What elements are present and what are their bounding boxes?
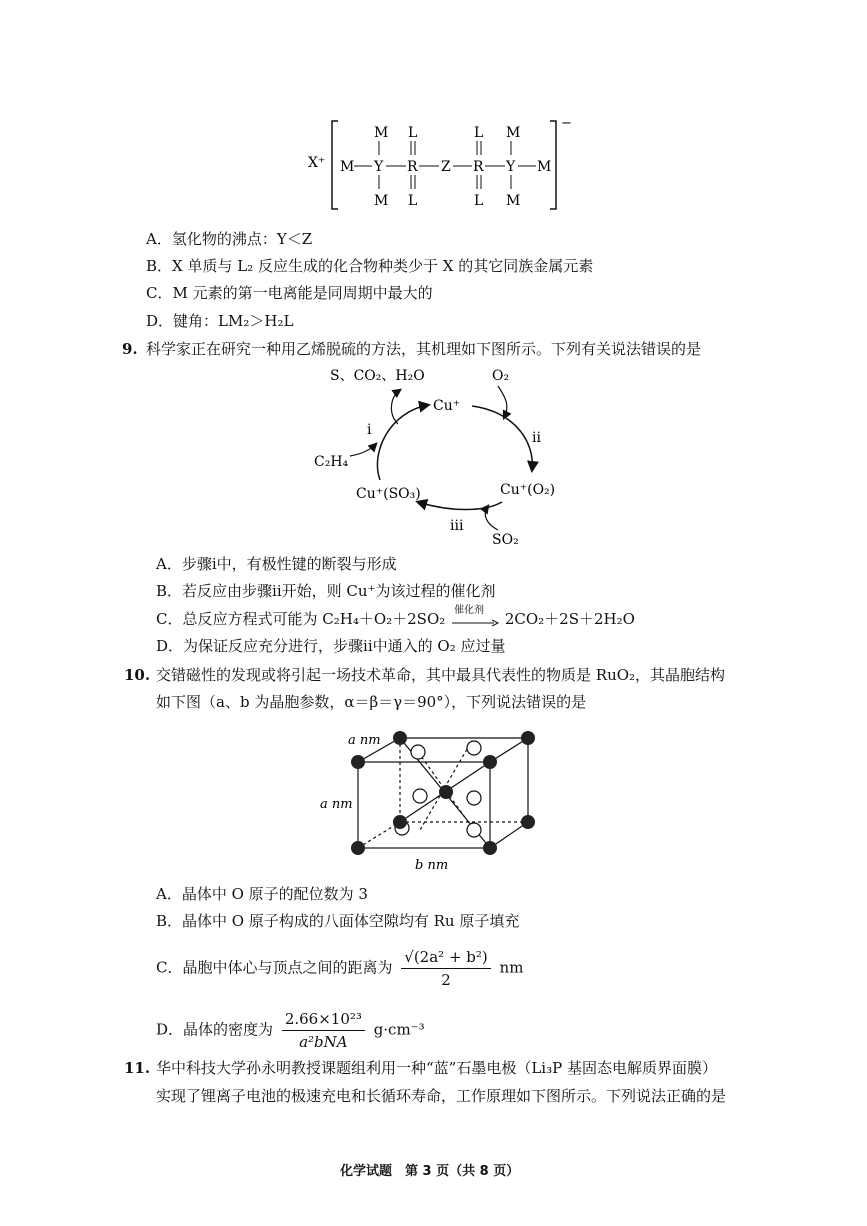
atom-m-bottom-right: M <box>506 193 521 209</box>
distance-numerator: √(2a² + b²) <box>401 946 490 969</box>
atom-y-left: Y <box>374 159 384 175</box>
catalyst-arrow <box>450 605 500 627</box>
atom-m-top-left: M <box>374 125 389 141</box>
catalyst-label: 催化剂 <box>454 605 485 616</box>
q8-option-c: C．M 元素的第一电离能是同周期中最大的 <box>146 284 433 302</box>
cu-so3-label: Cu⁺(SO₃) <box>356 486 421 502</box>
q10-option-c <box>156 946 523 991</box>
o-atom <box>467 741 481 755</box>
q10-option-d-text: D．晶体的密度为 <box>156 1020 274 1039</box>
q9-option-d: D．为保证反应充分进行，步骤ii中通入的 O₂ 应过量 <box>156 637 506 655</box>
atom-l-top-right: L <box>474 125 484 141</box>
so2-label: SO₂ <box>492 532 519 548</box>
x-plus-label: X⁺ <box>308 155 326 171</box>
q9-option-c-rhs: 2CO₂＋2S＋2H₂O <box>504 610 635 628</box>
q10-stem-line2: 如下图（a、b 为晶胞参数，α＝β＝γ＝90°），下列说法错误的是 <box>156 693 587 711</box>
label-a-top: a nm <box>348 733 381 748</box>
q9-option-c <box>156 605 635 629</box>
o-atom <box>467 791 481 805</box>
atom-r-left: R <box>407 159 418 175</box>
ru-atom <box>351 755 365 769</box>
ru-atom <box>521 731 535 745</box>
q10-number: 10. <box>124 666 151 684</box>
arc-iii <box>418 502 502 510</box>
q8-option-d: D．键角：LM₂＞H₂L <box>146 312 294 330</box>
arc-ii <box>472 406 532 470</box>
q9-option-c-lhs: C．总反应方程式可能为 C₂H₄＋O₂＋2SO₂ <box>156 610 446 628</box>
arrow-so2 <box>485 506 498 530</box>
q11-number: 11. <box>124 1059 151 1077</box>
step-i-label: i <box>367 422 372 438</box>
products-label: S、CO₂、H₂O <box>330 368 425 384</box>
q8-option-a: A．氢化物的沸点：Y＜Z <box>146 230 313 248</box>
density-denominator: a²bNA <box>299 1033 348 1051</box>
q10-option-d <box>156 1008 425 1053</box>
q10-option-c-text: C．晶胞中体心与顶点之间的距离为 <box>156 958 393 977</box>
q11-stem-line2: 实现了锂离子电池的极速充电和长循环寿命，工作原理如下图所示。下列说法正确的是 <box>156 1087 727 1105</box>
q9-option-a: A．步骤i中，有极性键的断裂与形成 <box>156 555 397 573</box>
page-footer: 化学试题 第 3 页（共 8 页） <box>340 1164 520 1179</box>
atom-l-top-left: L <box>408 125 418 141</box>
o-atom <box>411 745 425 759</box>
q9-number: 9. <box>122 340 138 358</box>
density-numerator: 2.66×10²³ <box>282 1008 365 1031</box>
ru-atom <box>483 755 497 769</box>
atom-m-top-right: M <box>506 125 521 141</box>
cu-label: Cu⁺ <box>433 398 461 414</box>
ru-atom-center <box>439 785 453 799</box>
step-ii-label: ii <box>532 430 541 446</box>
atom-z: Z <box>441 159 451 175</box>
label-a-left: a nm <box>320 797 353 812</box>
ruo2-unit-cell-diagram <box>310 722 550 872</box>
arrow-o2 <box>498 386 507 418</box>
q9-mechanism-diagram <box>300 362 570 552</box>
c2h4-label: C₂H₄ <box>314 454 349 470</box>
q10-option-a: A．晶体中 O 原子的配位数为 3 <box>156 885 368 903</box>
q8-option-b: B．X 单质与 L₂ 反应生成的化合物种类少于 X 的其它同族金属元素 <box>146 257 594 275</box>
charge-label: − <box>561 116 572 131</box>
cu-o2-label: Cu⁺(O₂) <box>500 482 556 498</box>
ru-atom <box>351 841 365 855</box>
q9-option-b: B．若反应由步骤ii开始，则 Cu⁺为该过程的催化剂 <box>156 582 496 600</box>
arrow-c2h4 <box>350 444 376 456</box>
density-unit: g·cm⁻³ <box>373 1020 425 1039</box>
q10-option-b: B．晶体中 O 原子构成的八面体空隙均有 Ru 原子填充 <box>156 912 520 930</box>
atom-m-bottom-left: M <box>374 193 389 209</box>
label-b: b nm <box>415 858 449 872</box>
atom-l-bottom-left: L <box>408 193 418 209</box>
arc-i <box>377 405 428 480</box>
o-atom <box>413 789 427 803</box>
ru-atom <box>393 815 407 829</box>
ru-atom <box>483 841 497 855</box>
atom-l-bottom-right: L <box>474 193 484 209</box>
q10-stem-line1: 交错磁性的发现或将引起一场技术革命，其中最具代表性的物质是 RuO₂，其晶胞结构 <box>156 666 726 684</box>
density-fraction <box>282 1008 365 1053</box>
q9-stem: 科学家正在研究一种用乙烯脱硫的方法，其机理如下图所示。下列有关说法错误的是 <box>146 340 702 358</box>
atom-r-right: R <box>473 159 484 175</box>
distance-fraction <box>401 946 490 991</box>
atom-m-right: M <box>537 159 552 175</box>
q11-stem-line1: 华中科技大学孙永明教授课题组利用一种“蓝”石墨电极（Li₃P 基固态电解质界面膜） <box>156 1059 717 1077</box>
distance-denominator: 2 <box>441 971 451 989</box>
ionic-structure-diagram <box>300 115 580 215</box>
left-bracket <box>332 121 338 209</box>
atom-y-right: Y <box>506 159 516 175</box>
ru-atom <box>393 731 407 745</box>
o2-label: O₂ <box>492 368 510 384</box>
atom-m-left: M <box>340 159 355 175</box>
step-iii-label: iii <box>450 518 464 534</box>
distance-unit: nm <box>499 958 524 977</box>
ru-atom <box>521 815 535 829</box>
o-atom <box>467 823 481 837</box>
